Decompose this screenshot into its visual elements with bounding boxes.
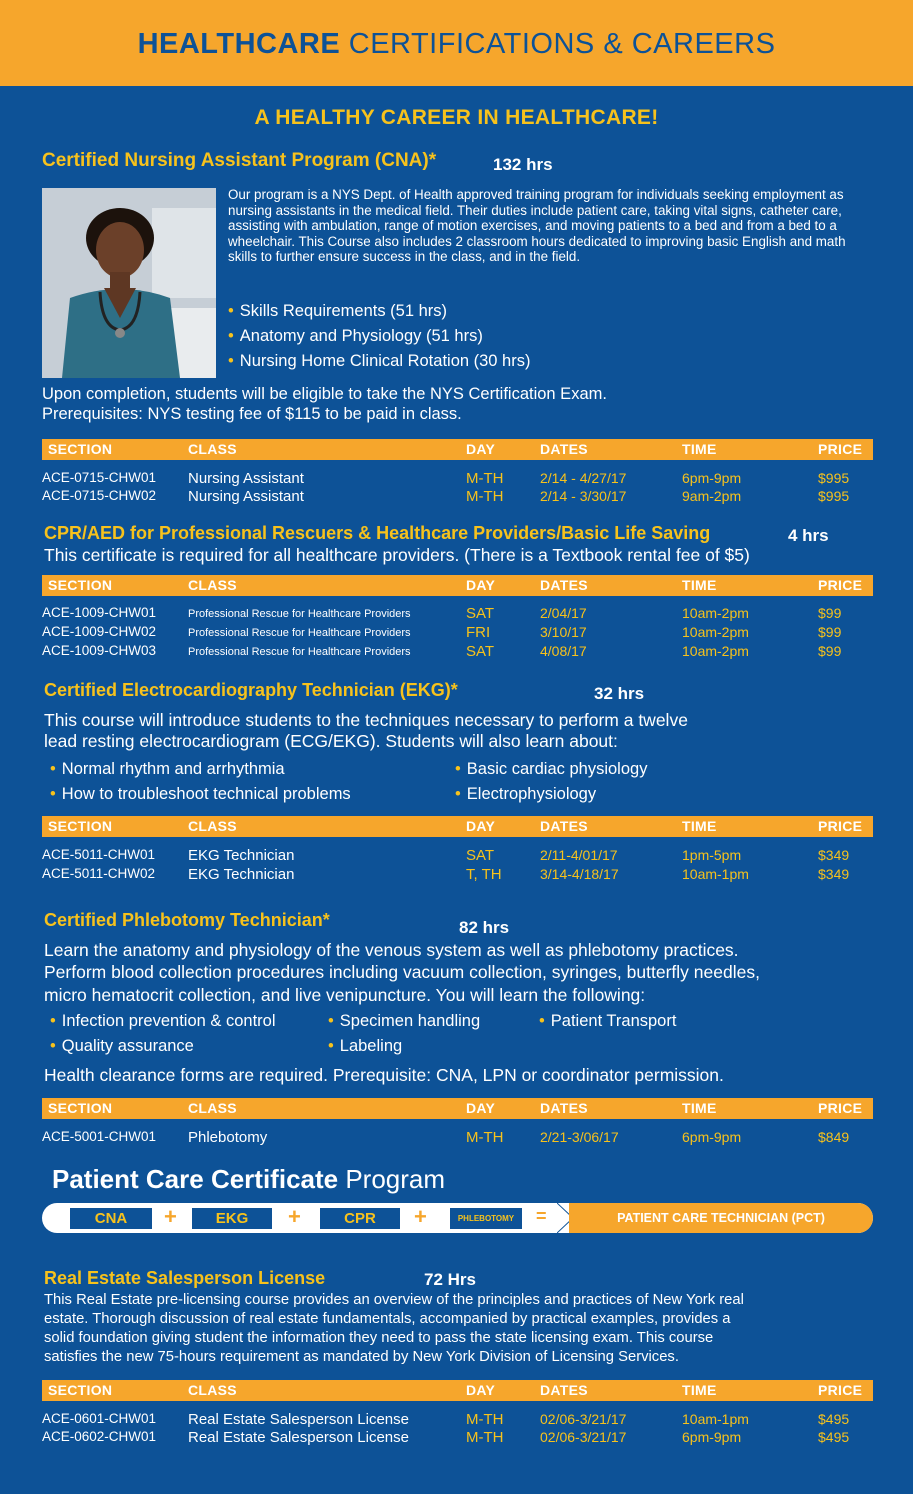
- cell-dates: 2/14 - 4/27/17: [540, 470, 627, 486]
- ekg-title: Certified Electrocardiography Technician (EKG)*: [44, 680, 458, 700]
- list-item: • Infection prevention & control: [50, 1009, 276, 1034]
- list-item: • How to troubleshoot technical problems: [50, 782, 351, 807]
- phlebotomy-note: Health clearance forms are required. Prerequisite: CNA, LPN or coordinator permission.: [44, 1065, 724, 1085]
- cell-time: 10am-1pm: [682, 1411, 749, 1427]
- col-time: TIME: [682, 818, 717, 834]
- page-header: [0, 0, 913, 86]
- table-row: [42, 605, 873, 624]
- phlebotomy-table-header: [42, 1098, 873, 1119]
- col-class: CLASS: [188, 1100, 237, 1116]
- pcc-result: PATIENT CARE TECHNICIAN (PCT): [569, 1203, 873, 1233]
- plus-icon: +: [414, 1204, 427, 1229]
- cell-price: $495: [818, 1411, 850, 1427]
- cell-day: SAT: [466, 847, 495, 864]
- cna-title: Certified Nursing Assistant Program (CNA)*: [42, 150, 437, 171]
- col-time: TIME: [682, 1100, 717, 1116]
- cell-time: 10am-2pm: [682, 624, 749, 640]
- cell-class: Real Estate Salesperson License: [188, 1429, 409, 1446]
- cell-price: $495: [818, 1429, 850, 1445]
- col-price: PRICE: [818, 577, 863, 593]
- col-section: SECTION: [48, 818, 113, 834]
- col-dates: DATES: [540, 577, 588, 593]
- phlebotomy-bullets-col3: [539, 1009, 676, 1034]
- col-section: SECTION: [48, 1382, 113, 1398]
- cell-class: Real Estate Salesperson License: [188, 1411, 409, 1428]
- cell-price: $995: [818, 470, 850, 486]
- col-section: SECTION: [48, 441, 113, 457]
- cell-dates: 2/04/17: [540, 605, 587, 621]
- col-price: PRICE: [818, 1382, 863, 1398]
- cna-hours: 132 hrs: [493, 155, 553, 174]
- cna-table-header: [42, 439, 873, 460]
- table-row: [42, 1129, 873, 1148]
- cell-class: Professional Rescue for Healthcare Providers: [188, 608, 411, 620]
- col-section: SECTION: [48, 1100, 113, 1116]
- list-item: • Skills Requirements (51 hrs): [228, 299, 530, 324]
- cell-dates: 02/06-3/21/17: [540, 1429, 627, 1445]
- cell-time: 1pm-5pm: [682, 847, 742, 863]
- cna-description: Our program is a NYS Dept. of Health approved training program for individuals seeking employment as nursing assistants in the medical field. Their duties include patient care, taking vital signs, catheter care, assisting with ambulation, range of motion exercises, and moving patients to a bed and from a bed to a wheelchair. This Course also includes 2 classroom hours dedicated to improving basic English and math skills to further ensure success in the class, and in the field.: [228, 187, 846, 265]
- list-item: • Specimen handling: [328, 1009, 480, 1034]
- cell-time: 10am-2pm: [682, 643, 749, 659]
- cpr-description: This certificate is required for all healthcare providers. (There is a Textbook rental fee of $5): [44, 545, 750, 565]
- cell-price: $99: [818, 624, 842, 640]
- table-row: [42, 847, 873, 866]
- col-day: DAY: [466, 1382, 496, 1398]
- cell-day: SAT: [466, 605, 495, 622]
- cna-bullet-list: [228, 299, 530, 374]
- real-estate-description-3: solid foundation giving student the information they need to pass the state licensing exam. This course: [44, 1330, 714, 1346]
- col-time: TIME: [682, 577, 717, 593]
- table-row: [42, 488, 873, 507]
- cell-section: ACE-1009-CHW02: [42, 624, 157, 639]
- real-estate-description-4: satisfies the new 75-hours requirement as mandated by New York Division of Licensing Services.: [44, 1349, 679, 1365]
- real-estate-table-header: [42, 1380, 873, 1401]
- ekg-description-2: lead resting electrocardiogram (ECG/EKG). Students will also learn about:: [44, 731, 618, 751]
- col-day: DAY: [466, 1100, 496, 1116]
- col-dates: DATES: [540, 1100, 588, 1116]
- patient-care-title: Patient Care Certificate Program: [52, 1164, 446, 1194]
- cell-day: FRI: [466, 624, 491, 641]
- tagline: A HEALTHY CAREER IN HEALTHCARE!: [254, 106, 659, 129]
- cell-section: ACE-0715-CHW01: [42, 470, 157, 485]
- cell-section: ACE-0601-CHW01: [42, 1411, 157, 1426]
- real-estate-hours: 72 Hrs: [424, 1270, 476, 1289]
- col-dates: DATES: [540, 818, 588, 834]
- cell-day: SAT: [466, 643, 495, 660]
- ekg-hours: 32 hrs: [594, 684, 645, 703]
- col-class: CLASS: [188, 577, 237, 593]
- col-time: TIME: [682, 441, 717, 457]
- cell-day: M-TH: [466, 1429, 504, 1446]
- cell-class: Professional Rescue for Healthcare Providers: [188, 646, 411, 658]
- cell-dates: 3/14-4/18/17: [540, 866, 619, 882]
- cell-day: M-TH: [466, 1129, 504, 1146]
- col-day: DAY: [466, 441, 496, 457]
- ekg-description-1: This course will introduce students to the techniques necessary to perform a twelve: [44, 710, 688, 730]
- cpr-hours: 4 hrs: [788, 526, 829, 545]
- col-dates: DATES: [540, 441, 588, 457]
- cell-class: Nursing Assistant: [188, 470, 304, 487]
- cell-time: 6pm-9pm: [682, 1129, 742, 1145]
- patient-care-bar: [42, 1203, 873, 1233]
- real-estate-description-2: estate. Thorough discussion of real estate fundamentals, accompanied by practical examples, provides a: [44, 1311, 731, 1327]
- col-day: DAY: [466, 818, 496, 834]
- cell-price: $99: [818, 643, 842, 659]
- table-row: [42, 1411, 873, 1430]
- col-price: PRICE: [818, 441, 863, 457]
- phlebotomy-description-3: micro hematocrit collection, and live venipuncture. You will learn the following:: [44, 985, 646, 1005]
- cell-section: ACE-1009-CHW03: [42, 643, 157, 658]
- ekg-table-header: [42, 816, 873, 837]
- col-price: PRICE: [818, 1100, 863, 1116]
- cell-dates: 2/21-3/06/17: [540, 1129, 619, 1145]
- list-item: • Labeling: [328, 1034, 480, 1059]
- col-class: CLASS: [188, 818, 237, 834]
- phlebotomy-description-2: Perform blood collection procedures including vacuum collection, syringes, butterfly needles,: [44, 962, 760, 982]
- col-section: SECTION: [48, 577, 113, 593]
- cell-time: 6pm-9pm: [682, 470, 742, 486]
- cell-time: 6pm-9pm: [682, 1429, 742, 1445]
- cell-price: $349: [818, 847, 850, 863]
- cpr-table-header: [42, 575, 873, 596]
- col-class: CLASS: [188, 441, 237, 457]
- pcc-item-cna: CNA: [70, 1208, 152, 1229]
- list-item: • Basic cardiac physiology: [455, 757, 647, 782]
- table-row: [42, 624, 873, 643]
- col-price: PRICE: [818, 818, 863, 834]
- cell-section: ACE-5001-CHW01: [42, 1129, 157, 1144]
- cpr-title: CPR/AED for Professional Rescuers & Healthcare Providers/Basic Life Saving: [44, 523, 711, 543]
- pcc-item-cpr: CPR: [320, 1208, 400, 1229]
- nurse-photo: [42, 188, 216, 378]
- list-item: • Patient Transport: [539, 1009, 676, 1034]
- col-dates: DATES: [540, 1382, 588, 1398]
- list-item: • Quality assurance: [50, 1034, 276, 1059]
- cell-section: ACE-5011-CHW01: [42, 847, 156, 862]
- cell-time: 10am-2pm: [682, 605, 749, 621]
- real-estate-title: Real Estate Salesperson License: [44, 1268, 326, 1288]
- phlebotomy-bullets-col2: [328, 1009, 480, 1059]
- col-day: DAY: [466, 577, 496, 593]
- pcc-item-phlebotomy: PHLEBOTOMY: [450, 1208, 522, 1229]
- phlebotomy-bullets-col1: [50, 1009, 276, 1059]
- phlebotomy-description-1: Learn the anatomy and physiology of the venous system as well as phlebotomy practices.: [44, 940, 739, 960]
- ekg-bullet-list-left: [50, 757, 351, 807]
- cell-day: M-TH: [466, 1411, 504, 1428]
- cell-dates: 02/06-3/21/17: [540, 1411, 627, 1427]
- phlebotomy-hours: 82 hrs: [459, 918, 510, 937]
- table-row: [42, 866, 873, 885]
- equals-icon: =: [536, 1206, 547, 1226]
- page-title: HEALTHCARE CERTIFICATIONS & CAREERS: [137, 28, 776, 60]
- cell-dates: 3/10/17: [540, 624, 587, 640]
- table-row: [42, 470, 873, 489]
- ekg-bullet-list-right: [455, 757, 647, 807]
- cell-section: ACE-0715-CHW02: [42, 488, 157, 503]
- col-time: TIME: [682, 1382, 717, 1398]
- cell-price: $99: [818, 605, 842, 621]
- plus-icon: +: [164, 1204, 177, 1229]
- cell-class: EKG Technician: [188, 866, 295, 883]
- cell-class: Nursing Assistant: [188, 488, 304, 505]
- col-class: CLASS: [188, 1382, 237, 1398]
- cell-dates: 2/14 - 3/30/17: [540, 488, 627, 504]
- cell-time: 9am-2pm: [682, 488, 742, 504]
- cell-time: 10am-1pm: [682, 866, 749, 882]
- cell-price: $849: [818, 1129, 850, 1145]
- phlebotomy-title: Certified Phlebotomy Technician*: [44, 910, 330, 930]
- cell-price: $995: [818, 488, 850, 504]
- cell-section: ACE-0602-CHW01: [42, 1429, 157, 1444]
- cell-class: Professional Rescue for Healthcare Providers: [188, 627, 411, 639]
- real-estate-description-1: This Real Estate pre-licensing course provides an overview of the principles and practices of New York real: [44, 1292, 744, 1308]
- cell-price: $349: [818, 866, 850, 882]
- pcc-item-ekg: EKG: [192, 1208, 272, 1229]
- cell-section: ACE-1009-CHW01: [42, 605, 157, 620]
- plus-icon: +: [288, 1204, 301, 1229]
- cell-day: M-TH: [466, 470, 504, 487]
- cell-dates: 4/08/17: [540, 643, 587, 659]
- cell-class: EKG Technician: [188, 847, 295, 864]
- list-item: • Electrophysiology: [455, 782, 647, 807]
- list-item: • Normal rhythm and arrhythmia: [50, 757, 351, 782]
- list-item: • Nursing Home Clinical Rotation (30 hrs): [228, 349, 530, 374]
- table-row: [42, 643, 873, 662]
- list-item: • Anatomy and Physiology (51 hrs): [228, 324, 530, 349]
- table-row: [42, 1429, 873, 1448]
- cell-day: M-TH: [466, 488, 504, 505]
- cna-note-2: Prerequisites: NYS testing fee of $115 to be paid in class.: [42, 405, 462, 423]
- cell-dates: 2/11-4/01/17: [540, 847, 618, 863]
- cell-section: ACE-5011-CHW02: [42, 866, 156, 881]
- cell-day: T, TH: [466, 866, 502, 883]
- cna-note-1: Upon completion, students will be eligible to take the NYS Certification Exam.: [42, 385, 607, 403]
- cell-class: Phlebotomy: [188, 1129, 268, 1146]
